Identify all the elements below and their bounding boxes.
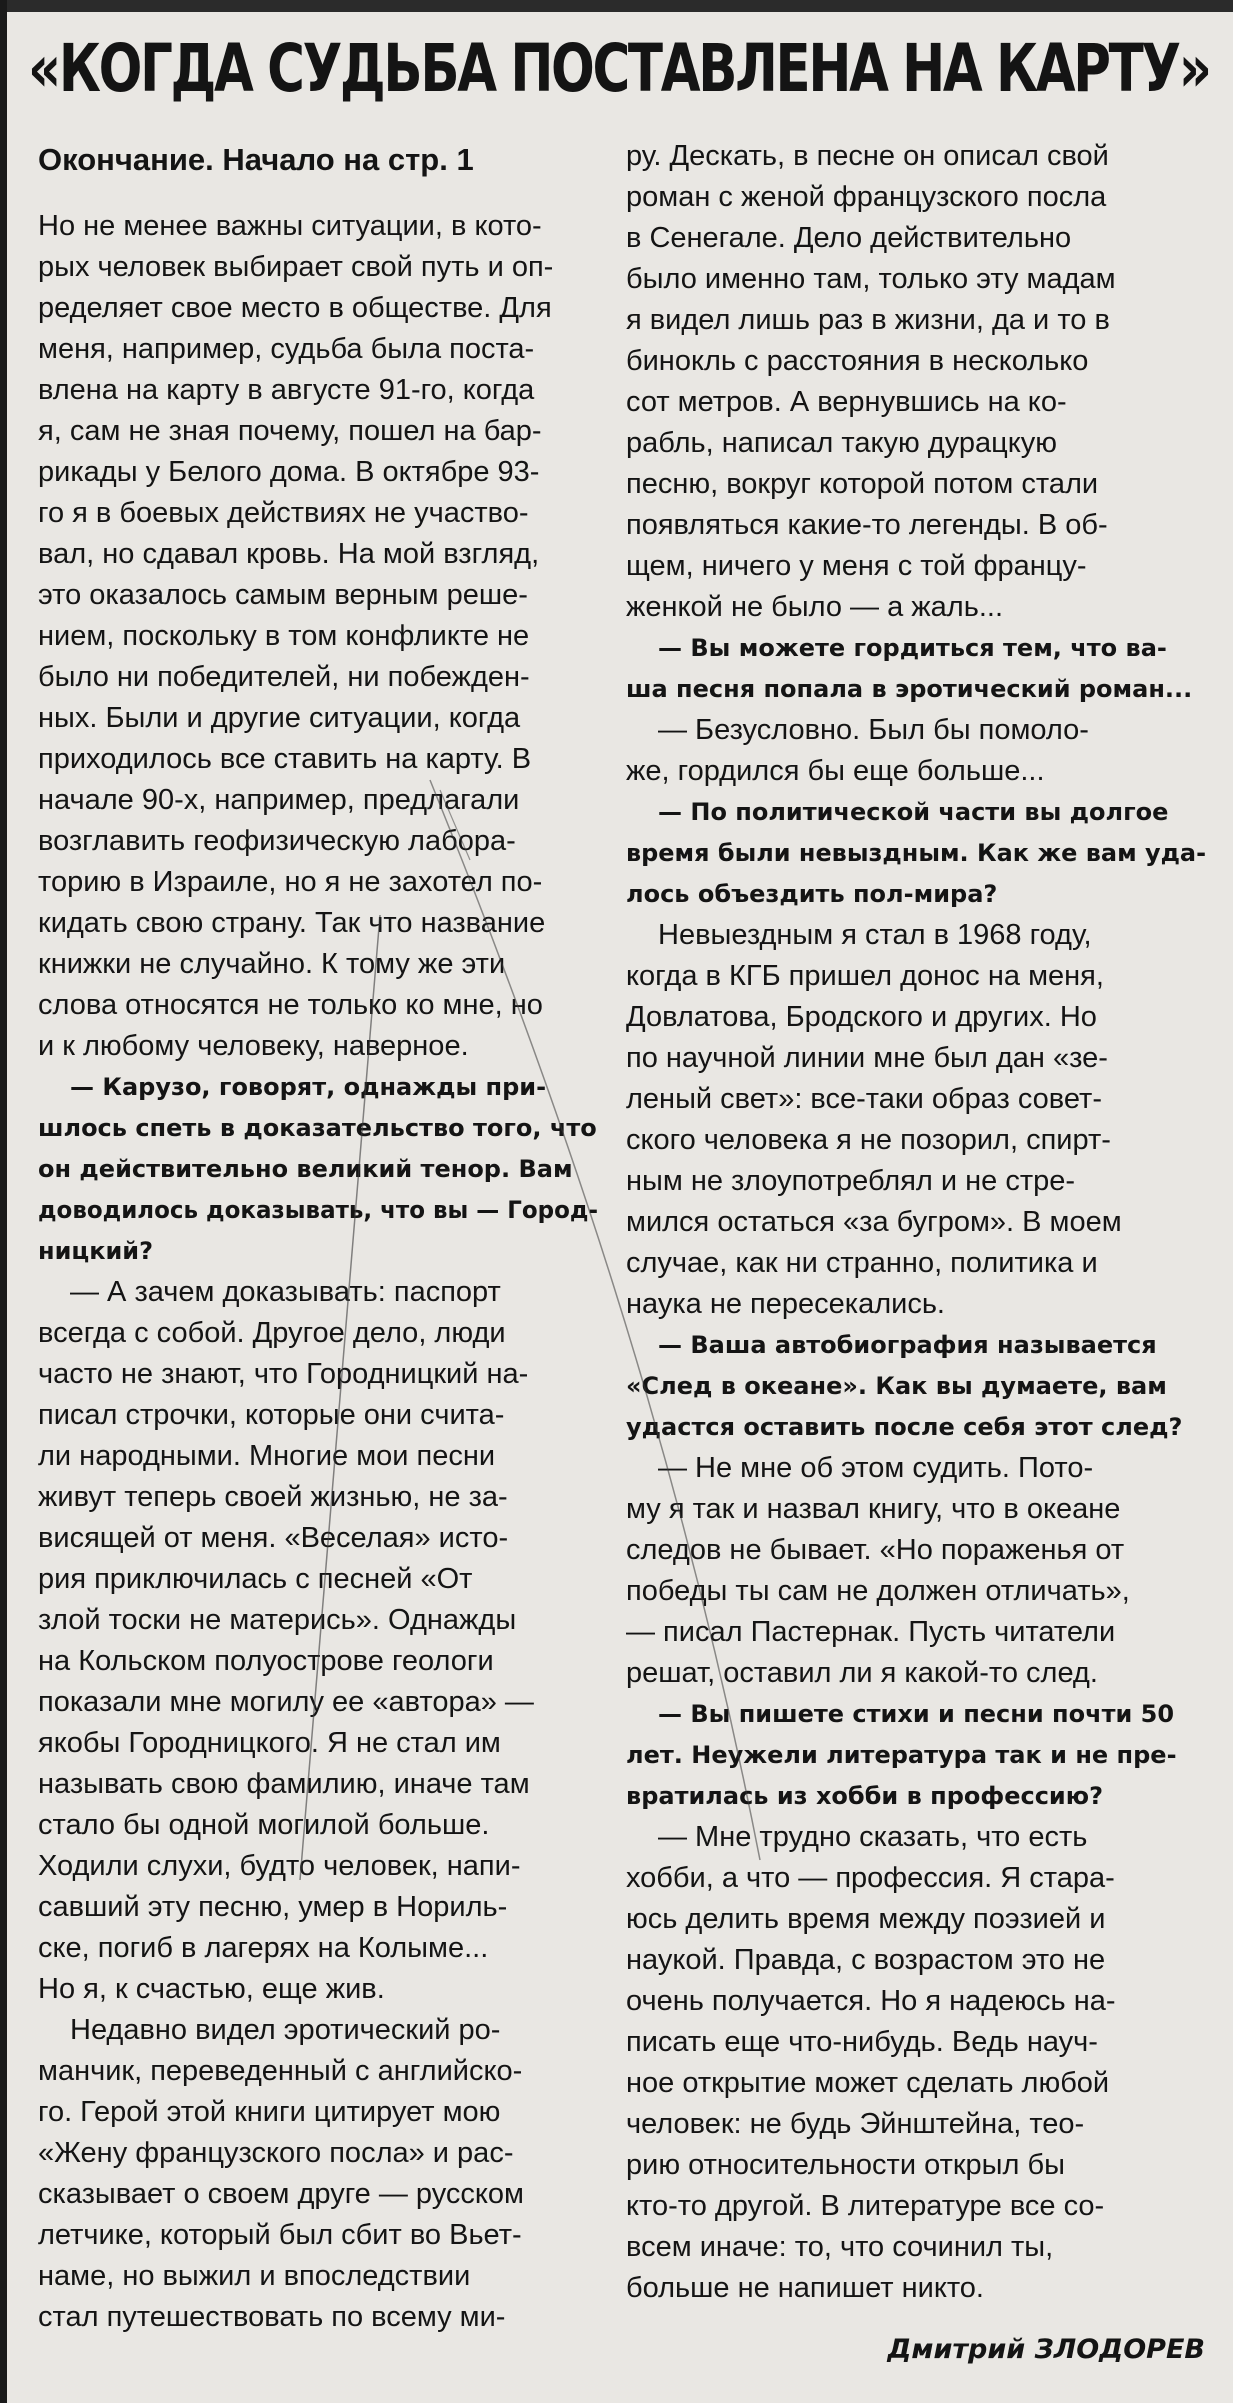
- text-line: — Мне трудно сказать, что есть: [658, 1821, 1088, 1853]
- text-line: он действительно великий тенор. Вам: [38, 1155, 573, 1183]
- text-line: я видел лишь раз в жизни, да и то в: [626, 304, 1110, 336]
- text-line: му я так и назвал книгу, что в океане: [626, 1493, 1121, 1525]
- text-line: леный свет»: все-таки образ совет-: [626, 1083, 1102, 1115]
- text-line: удастся оставить после себя этот след?: [626, 1413, 1183, 1441]
- text-line: — По политической части вы долгое: [658, 798, 1169, 826]
- text-line: — А зачем доказывать: паспорт: [70, 1276, 501, 1308]
- text-line: появляться какие-то легенды. В об-: [626, 509, 1108, 541]
- text-line: «Жену французского посла» и рас-: [38, 2137, 514, 2169]
- text-line: злой тоски не матерись». Однажды: [38, 1604, 517, 1636]
- text-line: ных. Были и другие ситуации, когда: [38, 702, 521, 734]
- text-line: ли народными. Многие мои песни: [38, 1440, 496, 1472]
- text-line: — Ваша автобиография называется: [658, 1331, 1157, 1359]
- text-line: го я в боевых действиях не участво-: [38, 497, 529, 529]
- text-line: следов не бывает. «Но пораженья от: [626, 1534, 1125, 1566]
- text-line: стал путешествовать по всему ми-: [38, 2301, 506, 2333]
- text-line: в Сенегале. Дело действительно: [626, 222, 1072, 254]
- text-line: Ходили слухи, будто человек, напи-: [38, 1850, 521, 1882]
- text-line: — писал Пастернак. Пусть читатели: [626, 1616, 1116, 1648]
- text-line: — Безусловно. Был бы помоло-: [658, 714, 1089, 746]
- text-line: рия приключилась с песней «От: [38, 1563, 473, 1595]
- author-byline: Дмитрий ЗЛОДОРЕВ: [887, 2334, 1205, 2365]
- text-line: ницкий?: [38, 1237, 154, 1265]
- text-line: летчике, который был сбит во Вьет-: [38, 2219, 522, 2251]
- text-line: вал, но сдавал кровь. На мой взгляд,: [38, 538, 540, 570]
- text-line: песню, вокруг которой потом стали: [626, 468, 1099, 500]
- text-line: возглавить геофизическую лабора-: [38, 825, 516, 857]
- text-line: влена на карту в августе 91-го, когда: [38, 374, 535, 406]
- text-line: Недавно видел эротический ро-: [70, 2014, 501, 2046]
- text-line: манчик, переведенный с английско-: [38, 2055, 523, 2087]
- text-line: лет. Неужели литература так и не пре-: [626, 1741, 1177, 1769]
- text-line: писать еще что-нибудь. Ведь науч-: [626, 2026, 1098, 2058]
- text-line: шлось спеть в доказательство того, что: [38, 1114, 597, 1142]
- text-line: кидать свою страну. Так что название: [38, 907, 546, 939]
- top-border: [0, 0, 1233, 12]
- text-line: Невыездным я стал в 1968 году,: [658, 919, 1092, 951]
- text-line: — Вы можете гордиться тем, что ва-: [658, 634, 1167, 662]
- text-line: начале 90-х, например, предлагали: [38, 784, 520, 816]
- text-line: — Вы пишете стихи и песни почти 50: [658, 1700, 1175, 1728]
- text-line: рых человек выбирает свой путь и оп-: [38, 251, 554, 283]
- text-line: роман с женой французского посла: [626, 181, 1107, 213]
- text-line: мился остаться «за бугром». В моем: [626, 1206, 1122, 1238]
- text-line: юсь делить время между поэзией и: [626, 1903, 1106, 1935]
- text-line: же, гордился бы еще больше...: [626, 755, 1045, 787]
- text-line: меня, например, судьба была поста-: [38, 333, 535, 365]
- text-line: по научной линии мне был дан «зе-: [626, 1042, 1108, 1074]
- text-line: это оказалось самым верным реше-: [38, 579, 528, 611]
- text-line: стало бы одной могилой больше.: [38, 1809, 490, 1841]
- text-line: называть свою фамилию, иначе там: [38, 1768, 530, 1800]
- text-line: рию относительности открыл бы: [626, 2149, 1065, 2181]
- text-line: Но не менее важны ситуации, в кото-: [38, 210, 542, 242]
- text-line: писал строчки, которые они счита-: [38, 1399, 505, 1431]
- text-line: живут теперь своей жизнью, не за-: [38, 1481, 508, 1513]
- text-line: висящей от меня. «Веселая» исто-: [38, 1522, 509, 1554]
- text-line: ное открытие может сделать любой: [626, 2067, 1110, 2099]
- text-line: торию в Израиле, но я не захотел по-: [38, 866, 543, 898]
- text-line: наука не пересекались.: [626, 1288, 945, 1320]
- text-line: якобы Городницкого. Я не стал им: [38, 1727, 501, 1759]
- text-line: слова относятся не только ко мне, но: [38, 989, 543, 1021]
- text-line: «След в океане». Как вы думаете, вам: [626, 1372, 1167, 1400]
- text-line: кто-то другой. В литературе все со-: [626, 2190, 1105, 2222]
- text-line: было ни победителей, ни побежден-: [38, 661, 530, 693]
- text-line: Но я, к счастью, еще жив.: [38, 1973, 385, 2005]
- text-line: го. Герой этой книги цитирует мою: [38, 2096, 501, 2128]
- text-line: время были невыздным. Как же вам уда-: [626, 839, 1207, 867]
- text-line: женкой не было — а жаль...: [626, 591, 1003, 623]
- text-line: рикады у Белого дома. В октябре 93-: [38, 456, 540, 488]
- text-line: всем иначе: то, что сочинил ты,: [626, 2231, 1054, 2263]
- text-line: ша песня попала в эротический роман...: [626, 675, 1193, 703]
- text-line: лось объездить пол-мира?: [626, 880, 998, 908]
- text-line: Довлатова, Бродского и других. Но: [626, 1001, 1097, 1033]
- text-line: савший эту песню, умер в Нориль-: [38, 1891, 508, 1923]
- text-line: ным не злоупотреблял и не стре-: [626, 1165, 1076, 1197]
- text-line: — Карузо, говорят, однажды при-: [70, 1073, 547, 1101]
- text-line: хобби, а что — профессия. Я стара-: [626, 1862, 1115, 1894]
- text-line: больше не напишет никто.: [626, 2272, 984, 2304]
- text-line: показали мне могилу ее «автора» —: [38, 1686, 534, 1718]
- text-line: и к любому человеку, наверное.: [38, 1030, 469, 1062]
- text-line: решат, оставил ли я какой-то след.: [626, 1657, 1098, 1689]
- text-line: доводилось доказывать, что вы — Город-: [38, 1196, 598, 1224]
- text-line: нием, поскольку в том конфликте не: [38, 620, 530, 652]
- text-line: победы ты сам не должен отличать»,: [626, 1575, 1130, 1607]
- text-line: — Не мне об этом судить. Пото-: [658, 1452, 1094, 1484]
- text-line: наме, но выжил и впоследствии: [38, 2260, 471, 2292]
- text-line: часто не знают, что Городницкий на-: [38, 1358, 529, 1390]
- text-line: щем, ничего у меня с той францу-: [626, 550, 1087, 582]
- text-line: очень получается. Но я надеюсь на-: [626, 1985, 1116, 2017]
- text-line: наукой. Правда, с возрастом это не: [626, 1944, 1106, 1976]
- text-line: всегда с собой. Другое дело, люди: [38, 1317, 506, 1349]
- left-column-rule: [0, 0, 7, 2403]
- text-line: на Кольском полуострове геологи: [38, 1645, 494, 1677]
- text-line: ске, погиб в лагерях на Колыме...: [38, 1932, 489, 1964]
- text-line: книжки не случайно. К тому же эти: [38, 948, 506, 980]
- text-line: случае, как ни странно, политика и: [626, 1247, 1098, 1279]
- text-line: человек: не будь Эйнштейна, тео-: [626, 2108, 1085, 2140]
- text-line: было именно там, только эту мадам: [626, 263, 1116, 295]
- text-line: сказывает о своем друге — русском: [38, 2178, 524, 2210]
- text-line: ру. Дескать, в песне он описал свой: [626, 140, 1109, 172]
- article-title: «КОГДА СУДЬБА ПОСТАВЛЕНА НА КАРТУ»: [28, 30, 1210, 107]
- text-line: сот метров. А вернувшись на ко-: [626, 386, 1067, 418]
- text-line: вратилась из хобби в профессию?: [626, 1782, 1103, 1810]
- text-line: ределяет свое место в обществе. Для: [38, 292, 552, 324]
- text-line: я, сам не зная почему, пошел на бар-: [38, 415, 542, 447]
- text-line: ского человека я не позорил, спирт-: [626, 1124, 1111, 1156]
- text-line: бинокль с расстояния в несколько: [626, 345, 1089, 377]
- article-subhead: Окончание. Начало на стр. 1: [38, 142, 474, 177]
- text-line: приходилось все ставить на карту. В: [38, 743, 532, 775]
- text-line: когда в КГБ пришел донос на меня,: [626, 960, 1104, 992]
- text-line: рабль, написал такую дурацкую: [626, 427, 1057, 459]
